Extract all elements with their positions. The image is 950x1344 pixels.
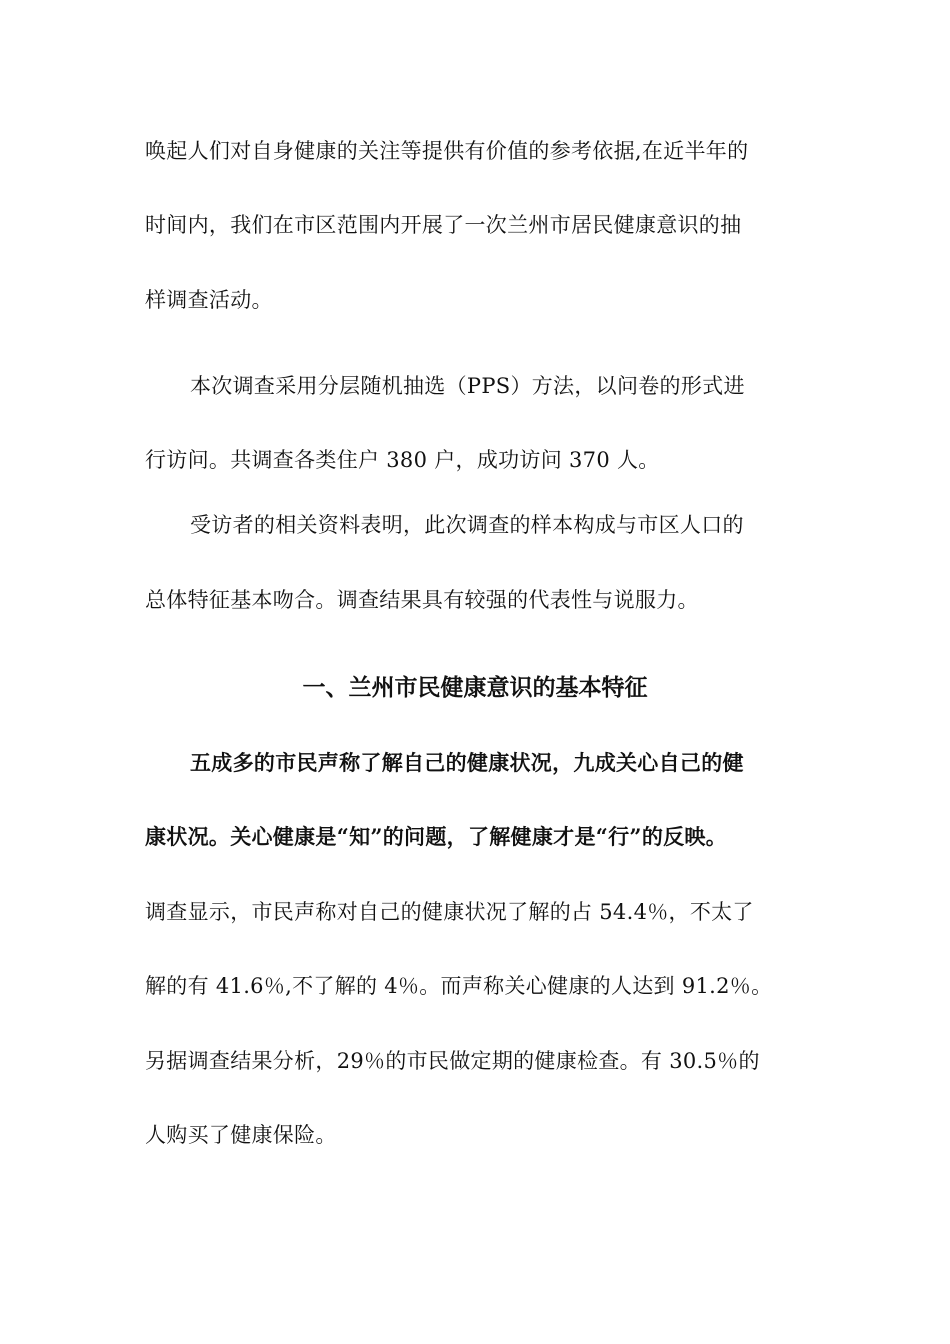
bold-text-line: 康状况。关心健康是“知”的问题，了解健康才是“行”的反映。 xyxy=(145,824,728,849)
text-line: 总体特征基本吻合。调查结果具有较强的代表性与说服力。 xyxy=(145,588,699,612)
bold-text-line: 五成多的市民声称了解自己的健康状况，九成关心自己的健 xyxy=(190,750,744,775)
text-line: 行访问。共调查各类住户 380 户，成功访问 370 人。 xyxy=(145,448,660,472)
text-line: 另据调查结果分析，29％的市民做定期的健康检查。有 30.5％的 xyxy=(145,1049,760,1073)
text-line: 受访者的相关资料表明，此次调查的样本构成与市区人口的 xyxy=(190,513,744,537)
text-line: 唤起人们对自身健康的关注等提供有价值的参考依据,在近半年的 xyxy=(145,139,749,163)
text-line: 解的有 41.6％,不了解的 4％。而声称关心健康的人达到 91.2％。 xyxy=(145,974,773,998)
text-line: 样调查活动。 xyxy=(145,288,273,312)
text-line: 调查显示，市民声称对自己的健康状况了解的占 54.4％，不太了 xyxy=(145,900,754,924)
text-line: 时间内，我们在市区范围内开展了一次兰州市居民健康意识的抽 xyxy=(145,213,742,237)
text-line: 人购买了健康保险。 xyxy=(145,1123,337,1147)
section-heading: 一、兰州市民健康意识的基本特征 xyxy=(302,674,648,701)
text-line: 本次调查采用分层随机抽选（PPS）方法，以问卷的形式进 xyxy=(190,374,745,398)
